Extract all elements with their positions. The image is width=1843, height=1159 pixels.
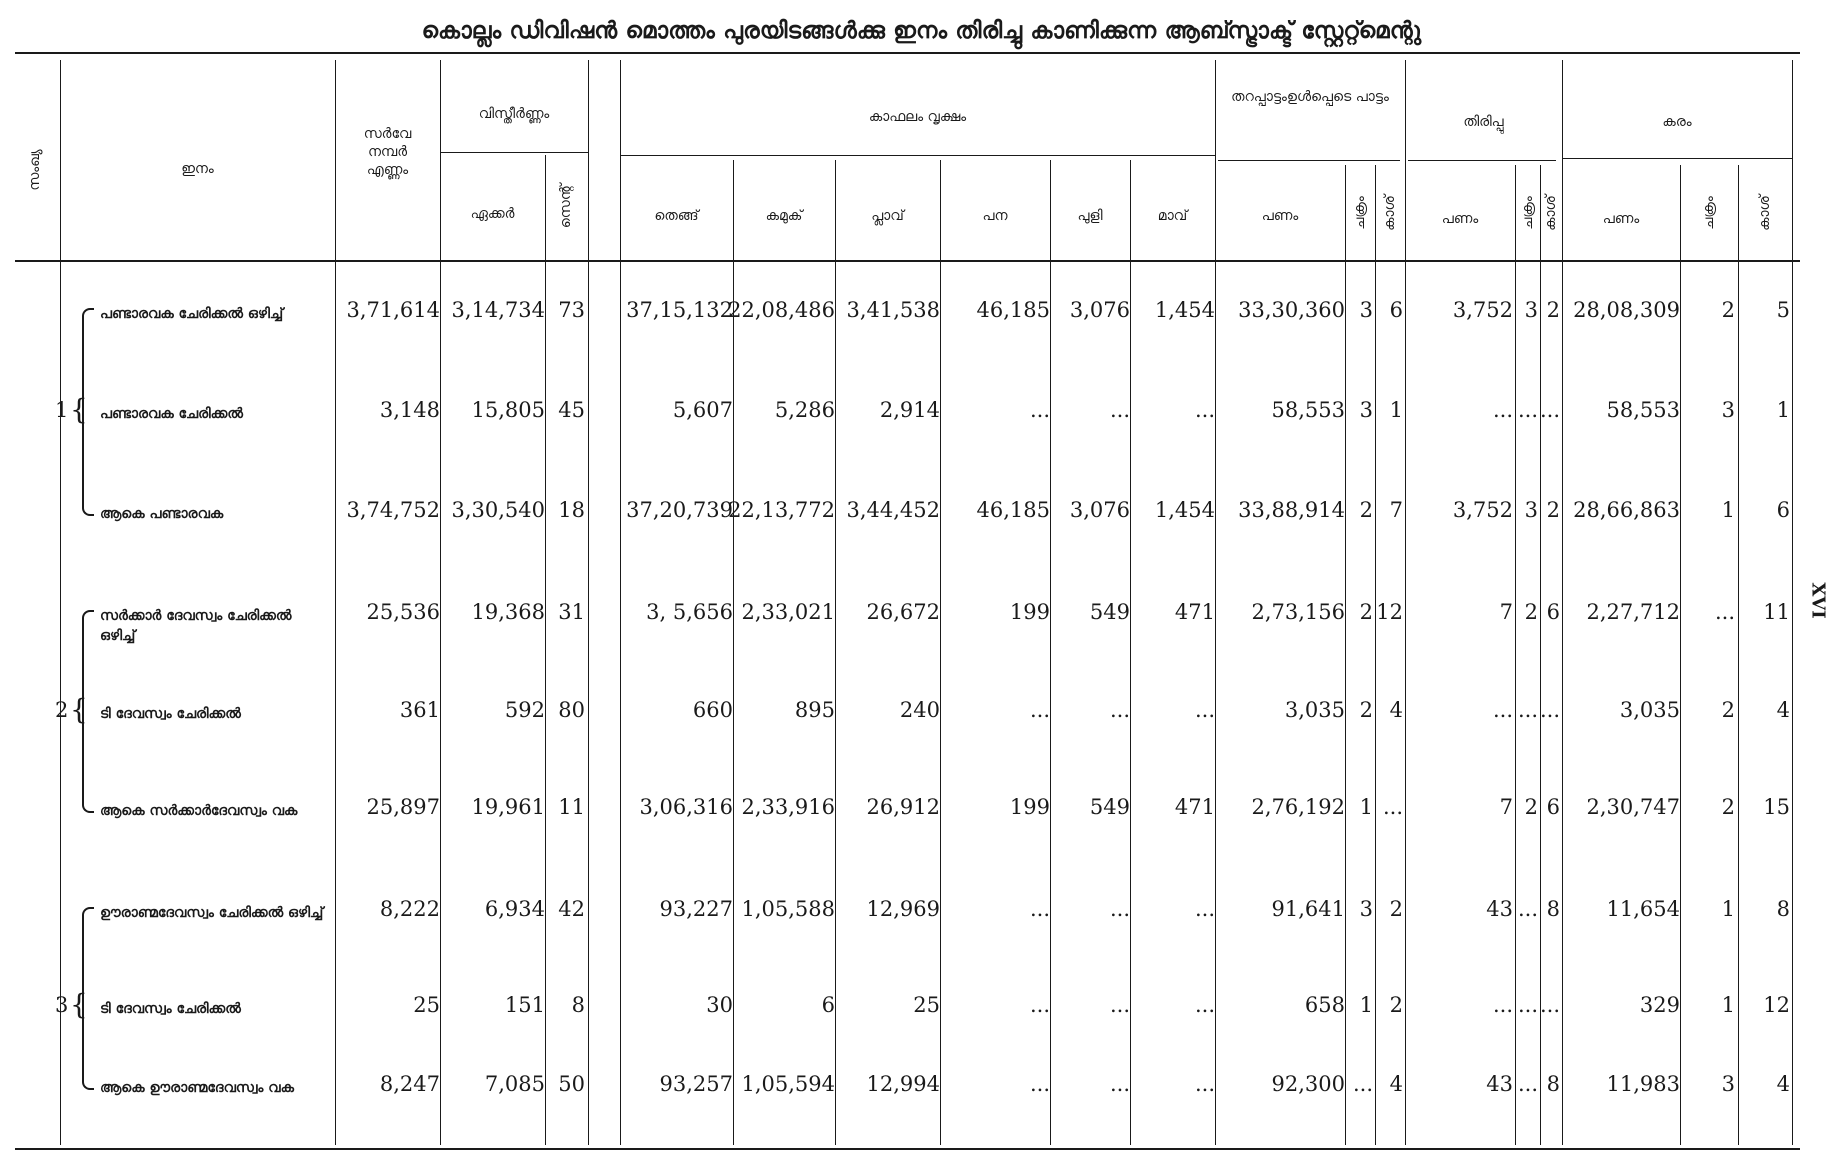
cell-r-chakram: ... <box>1517 698 1538 722</box>
col-rule <box>1515 165 1516 1145</box>
cell-thengu: 3,06,316 <box>639 795 733 819</box>
cell-plavu: 26,912 <box>866 795 940 819</box>
cell-thengu: 30 <box>706 993 733 1017</box>
cell-r-chakram: ... <box>1517 897 1538 921</box>
cell-t-kaasu: 2 <box>1389 993 1403 1017</box>
cell-k-panam: 2,27,712 <box>1586 600 1680 624</box>
cell-r-panam: ... <box>1492 398 1513 422</box>
cell-pana: 46,185 <box>976 298 1050 322</box>
cell-t-chakram: ... <box>1352 1072 1373 1096</box>
cell-cent: 31 <box>558 600 585 624</box>
col-rule <box>1375 165 1376 1145</box>
cell-thengu: 37,15,132 <box>626 298 733 322</box>
header-k-chakram: ചക്രം <box>1701 196 1717 230</box>
cell-maavu: ... <box>1194 897 1215 921</box>
cell-t-kaasu: 7 <box>1389 498 1403 522</box>
row-label: ആകെ സർക്കാർദേവസ്വം വക <box>100 803 298 819</box>
cell-maavu: 1,454 <box>1154 298 1215 322</box>
cell-t-panam: 2,76,192 <box>1251 795 1345 819</box>
cell-acre: 19,961 <box>471 795 545 819</box>
col-rule <box>1680 165 1681 1145</box>
cell-k-chakram: 2 <box>1721 298 1735 322</box>
cell-pana: 199 <box>1009 795 1050 819</box>
group-number: 1 <box>55 398 69 422</box>
col-rule <box>588 60 589 1145</box>
cell-acre: 6,934 <box>484 897 545 921</box>
header-cent: സെന്റ് <box>558 183 574 229</box>
cell-t-chakram: 1 <box>1359 795 1373 819</box>
col-rule <box>1738 165 1739 1145</box>
cell-acre: 3,30,540 <box>451 498 545 522</box>
col-rule <box>940 160 941 1145</box>
header-r-kaasu: കാശ് <box>1543 195 1559 231</box>
cell-survey: 361 <box>399 698 440 722</box>
cell-puli: ... <box>1109 398 1130 422</box>
cell-r-panam: ... <box>1492 993 1513 1017</box>
cell-cent: 11 <box>558 795 585 819</box>
group-brace-point: { <box>70 393 88 426</box>
col-rule <box>335 60 336 1145</box>
col-rule <box>1792 60 1793 1145</box>
header-puli: പുളി <box>1077 208 1103 224</box>
header-r-panam: പണം <box>1441 211 1479 227</box>
cell-k-panam: 11,654 <box>1606 897 1680 921</box>
header-bottom-rule <box>15 260 1800 262</box>
header-inam: ഇനം <box>181 161 214 177</box>
cell-r-chakram: ... <box>1517 398 1538 422</box>
cell-kamuku: 22,13,772 <box>728 498 835 522</box>
cell-plavu: 12,994 <box>866 1072 940 1096</box>
cell-r-kaasu: ... <box>1539 398 1560 422</box>
cell-puli: ... <box>1109 897 1130 921</box>
cell-acre: 592 <box>504 698 545 722</box>
cell-pana: 199 <box>1009 600 1050 624</box>
header-maavu: മാവ് <box>1157 208 1188 224</box>
cell-k-chakram: 1 <box>1721 993 1735 1017</box>
cell-t-panam: 3,035 <box>1284 698 1345 722</box>
cell-k-kaasu: 15 <box>1763 795 1790 819</box>
cell-plavu: 12,969 <box>866 897 940 921</box>
cell-plavu: 26,672 <box>866 600 940 624</box>
cell-pana: 46,185 <box>976 498 1050 522</box>
cell-cent: 50 <box>558 1072 585 1096</box>
cell-pana: ... <box>1029 993 1050 1017</box>
cell-plavu: 3,44,452 <box>846 498 940 522</box>
header-plavu: പ്ലാവ് <box>871 208 904 224</box>
cell-r-chakram: 2 <box>1524 600 1538 624</box>
cell-r-chakram: ... <box>1517 993 1538 1017</box>
cell-r-panam: 3,752 <box>1452 298 1513 322</box>
cell-r-kaasu: ... <box>1539 698 1560 722</box>
header-sub-rule-thiruppu <box>1408 160 1556 161</box>
cell-survey: 8,222 <box>379 897 440 921</box>
cell-kamuku: 22,08,486 <box>728 298 835 322</box>
cell-acre: 3,14,734 <box>451 298 545 322</box>
group-brace-bottom <box>82 801 94 813</box>
group-brace-point: { <box>70 693 88 726</box>
cell-r-kaasu: 2 <box>1546 298 1560 322</box>
cell-kamuku: 5,286 <box>774 398 835 422</box>
cell-thengu: 93,257 <box>659 1072 733 1096</box>
cell-cent: 73 <box>558 298 585 322</box>
cell-thengu: 5,607 <box>672 398 733 422</box>
cell-survey: 3,71,614 <box>346 298 440 322</box>
cell-r-panam: 7 <box>1499 795 1513 819</box>
cell-r-kaasu: 2 <box>1546 498 1560 522</box>
cell-puli: 3,076 <box>1069 498 1130 522</box>
header-k-kaasu: കാശ് <box>1757 195 1773 231</box>
header-tharappattam: തറപ്പാട്ടംഉൾപ്പെടെ പാട്ടം <box>1231 89 1389 105</box>
header-t-chakram: ചക്രം <box>1352 196 1368 230</box>
cell-r-kaasu: 8 <box>1546 1072 1560 1096</box>
cell-t-kaasu: 4 <box>1389 1072 1403 1096</box>
cell-plavu: 2,914 <box>879 398 940 422</box>
header-survey-number: സർവേ നമ്പർ എണ്ണം <box>363 126 412 178</box>
page-title: കൊല്ലം ഡിവിഷൻ മൊത്തം പുരയിടങ്ങൾക്കു ഇനം തിരിച്ചു കാണിക്കുന്ന ആബ്സ്ട്രാക്ട് സ്റ്റേറ്റ്മെന്റു <box>421 18 1422 44</box>
cell-kamuku: 2,33,021 <box>741 600 835 624</box>
header-vistheernam: വിസ്തീർണ്ണം <box>478 106 550 122</box>
cell-t-kaasu: 6 <box>1389 298 1403 322</box>
cell-puli: 3,076 <box>1069 298 1130 322</box>
cell-t-kaasu: 12 <box>1376 600 1403 624</box>
cell-cent: 45 <box>558 398 585 422</box>
cell-k-kaasu: 8 <box>1776 897 1790 921</box>
cell-r-chakram: 2 <box>1524 795 1538 819</box>
cell-r-panam: ... <box>1492 698 1513 722</box>
cell-r-panam: 43 <box>1486 1072 1513 1096</box>
col-rule <box>1050 160 1051 1145</box>
cell-acre: 7,085 <box>484 1072 545 1096</box>
cell-k-kaasu: 6 <box>1776 498 1790 522</box>
cell-cent: 80 <box>558 698 585 722</box>
cell-plavu: 240 <box>899 698 940 722</box>
header-sub-rule-vistheernam <box>440 152 588 153</box>
cell-k-panam: 3,035 <box>1619 698 1680 722</box>
cell-k-chakram: ... <box>1714 600 1735 624</box>
cell-acre: 151 <box>504 993 545 1017</box>
cell-kamuku: 1,05,594 <box>741 1072 835 1096</box>
cell-k-chakram: 3 <box>1721 1072 1735 1096</box>
cell-survey: 25 <box>413 993 440 1017</box>
cell-maavu: ... <box>1194 698 1215 722</box>
cell-maavu: ... <box>1194 993 1215 1017</box>
header-sankhya: സംഖ്യ <box>27 149 43 191</box>
cell-r-panam: 7 <box>1499 600 1513 624</box>
cell-r-chakram: 3 <box>1524 298 1538 322</box>
header-thiruppu: തിരിപ്പു <box>1463 114 1504 130</box>
row-label: ടി ദേവസ്വം ചേരിക്കൽ <box>100 706 241 722</box>
cell-t-panam: 92,300 <box>1271 1072 1345 1096</box>
cell-k-panam: 58,553 <box>1606 398 1680 422</box>
cell-maavu: 1,454 <box>1154 498 1215 522</box>
cell-cent: 8 <box>571 993 585 1017</box>
cell-r-kaasu: 6 <box>1546 795 1560 819</box>
cell-kamuku: 895 <box>794 698 835 722</box>
cell-t-kaasu: ... <box>1382 795 1403 819</box>
cell-acre: 19,368 <box>471 600 545 624</box>
col-rule <box>60 60 61 1145</box>
group-brace-bottom <box>82 504 94 516</box>
cell-k-chakram: 1 <box>1721 897 1735 921</box>
group-brace-point: { <box>70 988 88 1021</box>
row-label: പണ്ടാരവക ചേരിക്കൽ ഒഴിച്ച് <box>100 306 284 322</box>
cell-thengu: 660 <box>692 698 733 722</box>
cell-maavu: 471 <box>1174 600 1215 624</box>
cell-puli: 549 <box>1089 600 1130 624</box>
group-brace-bottom <box>82 1078 94 1090</box>
header-t-panam: പണം <box>1261 208 1299 224</box>
cell-r-panam: 43 <box>1486 897 1513 921</box>
cell-k-kaasu: 1 <box>1776 398 1790 422</box>
row-label: ആകെ പണ്ടാരവക <box>100 506 224 522</box>
cell-acre: 15,805 <box>471 398 545 422</box>
cell-kamuku: 6 <box>821 993 835 1017</box>
cell-thengu: 93,227 <box>659 897 733 921</box>
header-r-chakram: ചക്രം <box>1520 196 1536 230</box>
cell-k-kaasu: 4 <box>1776 1072 1790 1096</box>
header-sub-rule-karam <box>1562 158 1792 159</box>
row-label: പണ്ടാരവക ചേരിക്കൽ <box>100 406 243 422</box>
cell-r-kaasu: 6 <box>1546 600 1560 624</box>
col-rule <box>835 160 836 1145</box>
page-side-mark: XVI <box>1807 582 1829 619</box>
cell-t-panam: 91,641 <box>1271 897 1345 921</box>
cell-k-kaasu: 4 <box>1776 698 1790 722</box>
cell-r-kaasu: ... <box>1539 993 1560 1017</box>
cell-survey: 25,536 <box>366 600 440 624</box>
table-bottom-rule <box>15 1148 1800 1150</box>
header-kamuku: കമുക് <box>765 208 803 224</box>
header-thengu: തെങ്ങ് <box>654 208 699 224</box>
col-rule <box>1130 160 1131 1145</box>
cell-t-chakram: 3 <box>1359 298 1373 322</box>
cell-t-kaasu: 2 <box>1389 897 1403 921</box>
cell-survey: 3,74,752 <box>346 498 440 522</box>
cell-t-chakram: 2 <box>1359 498 1373 522</box>
cell-kamuku: 2,33,916 <box>741 795 835 819</box>
cell-t-chakram: 3 <box>1359 398 1373 422</box>
cell-kamuku: 1,05,588 <box>741 897 835 921</box>
cell-maavu: ... <box>1194 1072 1215 1096</box>
cell-t-panam: 58,553 <box>1271 398 1345 422</box>
cell-survey: 3,148 <box>379 398 440 422</box>
cell-t-kaasu: 1 <box>1389 398 1403 422</box>
cell-survey: 8,247 <box>379 1072 440 1096</box>
cell-survey: 25,897 <box>366 795 440 819</box>
cell-k-panam: 11,983 <box>1606 1072 1680 1096</box>
cell-t-panam: 658 <box>1304 993 1345 1017</box>
cell-r-chakram: ... <box>1517 1072 1538 1096</box>
cell-r-chakram: 3 <box>1524 498 1538 522</box>
group-number: 3 <box>55 993 69 1017</box>
group-number: 2 <box>55 698 69 722</box>
cell-cent: 42 <box>558 897 585 921</box>
cell-k-panam: 28,66,863 <box>1573 498 1680 522</box>
header-pana: പന <box>982 208 1008 224</box>
table-top-rule <box>15 52 1800 54</box>
cell-pana: ... <box>1029 698 1050 722</box>
cell-r-panam: 3,752 <box>1452 498 1513 522</box>
cell-puli: 549 <box>1089 795 1130 819</box>
cell-k-kaasu: 5 <box>1776 298 1790 322</box>
header-k-panam: പണം <box>1602 211 1640 227</box>
cell-t-chakram: 1 <box>1359 993 1373 1017</box>
cell-k-panam: 2,30,747 <box>1586 795 1680 819</box>
cell-puli: ... <box>1109 993 1130 1017</box>
cell-puli: ... <box>1109 1072 1130 1096</box>
cell-k-panam: 28,08,309 <box>1573 298 1680 322</box>
cell-t-kaasu: 4 <box>1389 698 1403 722</box>
header-sub-rule-tharappattam <box>1218 160 1400 161</box>
row-label: സർക്കാർ ദേവസ്വം ചേരിക്കൽ ഒഴിച്ച് <box>100 608 292 644</box>
col-rule <box>545 155 546 1145</box>
cell-t-panam: 33,88,914 <box>1238 498 1345 522</box>
cell-maavu: ... <box>1194 398 1215 422</box>
row-label: ഊരാണ്മദേവസ്വം ചേരിക്കൽ ഒഴിച്ച് <box>100 905 324 921</box>
cell-t-chakram: 2 <box>1359 698 1373 722</box>
cell-k-chakram: 1 <box>1721 498 1735 522</box>
cell-t-panam: 2,73,156 <box>1251 600 1345 624</box>
row-label: ടി ദേവസ്വം ചേരിക്കൽ <box>100 1001 241 1017</box>
cell-r-kaasu: 8 <box>1546 897 1560 921</box>
cell-pana: ... <box>1029 1072 1050 1096</box>
header-sub-rule-kaaphalam <box>620 155 1215 156</box>
header-kaaphalam: കാഫലം വൃക്ഷം <box>868 109 967 125</box>
cell-plavu: 25 <box>913 993 940 1017</box>
cell-t-panam: 33,30,360 <box>1238 298 1345 322</box>
cell-thengu: 3, 5,656 <box>646 600 733 624</box>
header-karam: കരം <box>1662 114 1692 130</box>
cell-k-panam: 329 <box>1639 993 1680 1017</box>
cell-puli: ... <box>1109 698 1130 722</box>
cell-maavu: 471 <box>1174 795 1215 819</box>
cell-pana: ... <box>1029 398 1050 422</box>
cell-t-chakram: 3 <box>1359 897 1373 921</box>
cell-k-kaasu: 11 <box>1763 600 1790 624</box>
cell-k-chakram: 2 <box>1721 795 1735 819</box>
cell-plavu: 3,41,538 <box>846 298 940 322</box>
cell-k-kaasu: 12 <box>1763 993 1790 1017</box>
col-rule <box>1345 165 1346 1145</box>
cell-t-chakram: 2 <box>1359 600 1373 624</box>
header-t-kaasu: കാശ് <box>1382 195 1398 231</box>
header-acre: ഏക്കർ <box>470 206 515 222</box>
cell-k-chakram: 2 <box>1721 698 1735 722</box>
row-label: ആകെ ഊരാണ്മദേവസ്വം വക <box>100 1080 294 1096</box>
cell-k-chakram: 3 <box>1721 398 1735 422</box>
cell-thengu: 37,20,739 <box>626 498 733 522</box>
cell-pana: ... <box>1029 897 1050 921</box>
cell-cent: 18 <box>558 498 585 522</box>
